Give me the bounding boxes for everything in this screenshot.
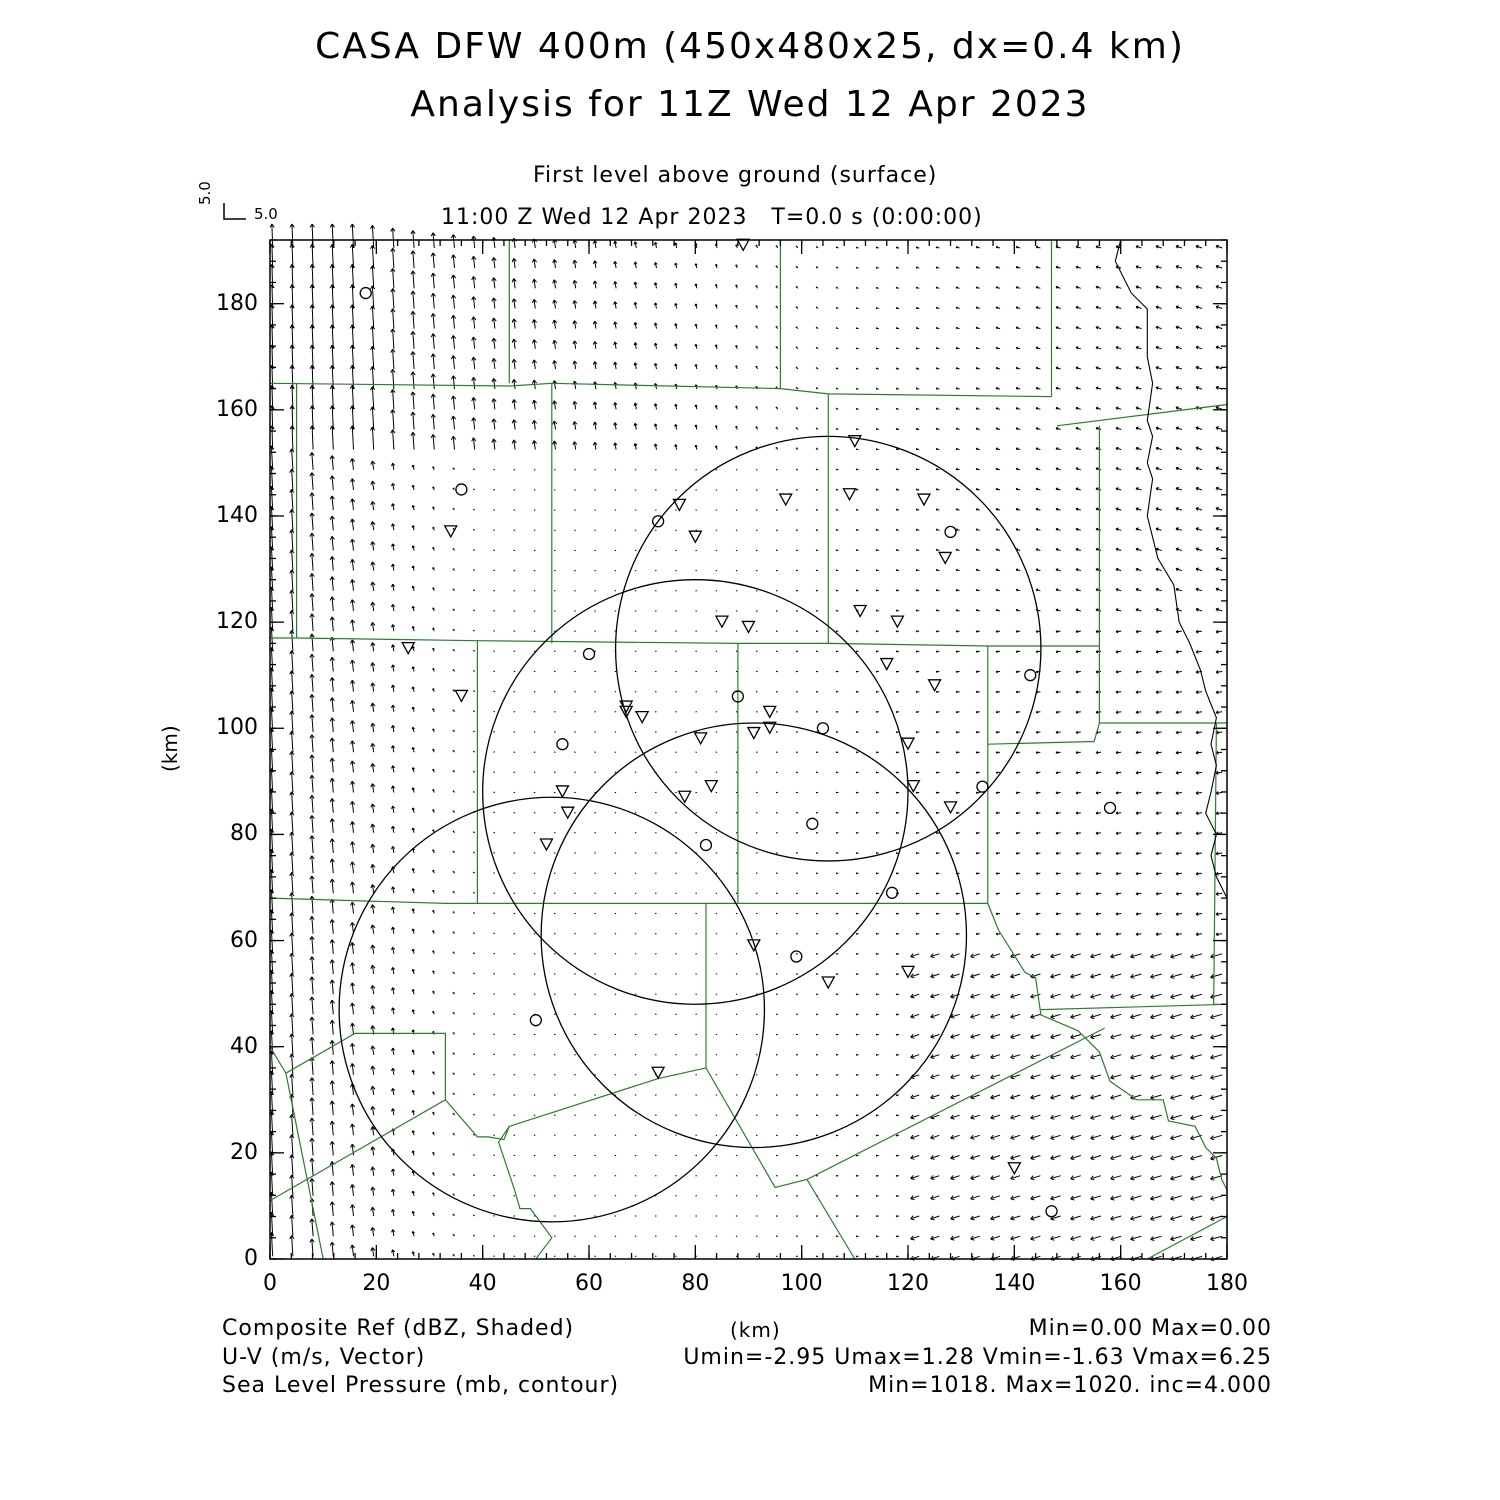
footer-row1-left: Composite Ref (dBZ, Shaded): [222, 1316, 575, 1341]
x-tick-label: 120: [887, 1271, 929, 1296]
station-triangle: [1008, 1163, 1020, 1174]
x-tick-label: 60: [575, 1271, 603, 1296]
scale-key: [224, 203, 246, 219]
y-tick-label: 100: [216, 715, 258, 741]
x-tick-label: 80: [681, 1271, 710, 1296]
title-line2: Analysis for 11Z Wed 12 Apr 2023: [410, 84, 1090, 125]
station-circle: [557, 739, 568, 750]
station-triangle: [918, 494, 930, 505]
y-tick-label: 180: [216, 290, 258, 316]
station-triangle: [743, 621, 755, 632]
footer-row2-right: Umin=-2.95 Umax=1.28 Vmin=-1.63 Vmax=6.25: [683, 1345, 1272, 1370]
level-label: First level above ground (surface): [533, 163, 938, 188]
station-triangle: [881, 659, 893, 670]
lake-shoreline: [1115, 240, 1227, 898]
station-triangle: [689, 531, 701, 542]
county-boundary-line: [270, 383, 1052, 396]
county-boundary-line: [270, 1100, 445, 1201]
station-triangle: [764, 706, 776, 717]
title-line1: CASA DFW 400m (450x480x25, dx=0.4 km): [315, 26, 1185, 67]
station-circle: [456, 484, 467, 495]
y-tick-label: 60: [230, 927, 258, 953]
county-boundary-line: [828, 643, 1099, 646]
station-circle: [945, 526, 956, 537]
station-circle: [887, 887, 898, 898]
y-tick-label: 160: [216, 396, 258, 422]
station-triangle: [695, 733, 707, 744]
radar-range-ring: [339, 797, 764, 1222]
radar-range-ring: [541, 723, 966, 1148]
x-tick-label: 0: [263, 1271, 277, 1296]
station-triangle: [891, 616, 903, 627]
y-tick-label: 120: [216, 609, 258, 635]
x-axis-label: (km): [730, 1318, 781, 1342]
scale-key-u-label: 5.0: [254, 205, 278, 223]
county-boundary-line: [270, 394, 828, 644]
shoreline-line: [1115, 240, 1227, 898]
y-tick-label: 40: [230, 1033, 258, 1059]
station-circle: [1025, 670, 1036, 681]
county-boundary-line: [988, 903, 1227, 1190]
station-triangle: [716, 616, 728, 627]
y-tick-label: 140: [216, 502, 258, 528]
x-tick-label: 20: [362, 1271, 391, 1296]
county-boundary-line: [706, 1028, 1105, 1187]
station-circle: [1046, 1206, 1057, 1217]
station-circle: [807, 818, 818, 829]
y-tick-label: 80: [230, 821, 258, 847]
station-triangle: [748, 728, 760, 739]
station-triangle: [455, 690, 467, 701]
radar-range-rings: [339, 436, 1041, 1221]
station-triangle: [705, 781, 717, 792]
station-triangle: [652, 1067, 664, 1078]
station-triangle: [556, 786, 568, 797]
station-triangle: [636, 712, 648, 723]
station-triangle: [844, 489, 856, 500]
footer-row2-left: U-V (m/s, Vector): [222, 1345, 426, 1370]
x-tick-label: 100: [780, 1271, 823, 1296]
y-tick-label: 0: [244, 1246, 258, 1271]
station-circle: [977, 781, 988, 792]
station-triangle: [939, 552, 951, 563]
county-boundary-line: [1041, 1004, 1227, 1009]
station-circle: [817, 723, 828, 734]
county-boundary-line: [499, 1126, 552, 1259]
station-triangle: [737, 239, 749, 250]
y-axis-label: (km): [158, 725, 182, 772]
county-boundary-line: [286, 903, 706, 1139]
station-circle: [584, 648, 595, 659]
station-circle: [1105, 802, 1116, 813]
station-circle: [700, 840, 711, 851]
station-circle: [530, 1015, 541, 1026]
station-triangle: [929, 680, 941, 691]
footer-row3-left: Sea Level Pressure (mb, contour): [222, 1373, 620, 1398]
station-triangle: [822, 977, 834, 988]
footer-row3-right: Min=1018. Max=1020. inc=4.000: [868, 1373, 1272, 1398]
footer-row1-right: Min=0.00 Max=0.00: [1028, 1316, 1272, 1341]
station-triangle: [540, 839, 552, 850]
x-tick-label: 180: [1206, 1271, 1248, 1296]
x-tick-label: 40: [468, 1271, 497, 1296]
station-triangle: [445, 526, 457, 537]
time-label: 11:00 Z Wed 12 Apr 2023 T=0.0 s (0:00:00): [441, 205, 983, 230]
county-boundary-line: [1057, 405, 1227, 426]
x-tick-label: 140: [993, 1271, 1036, 1296]
station-circle: [791, 951, 802, 962]
station-circle: [360, 288, 371, 299]
station-triangle: [780, 494, 792, 505]
county-boundary-line: [807, 1179, 855, 1259]
station-triangle: [562, 807, 574, 818]
x-tick-label: 160: [1099, 1271, 1142, 1296]
station-triangle: [945, 802, 957, 813]
county-boundary-line: [270, 898, 988, 903]
y-tick-label: 20: [230, 1139, 258, 1165]
scale-key-v-label: 5.0: [196, 181, 214, 205]
